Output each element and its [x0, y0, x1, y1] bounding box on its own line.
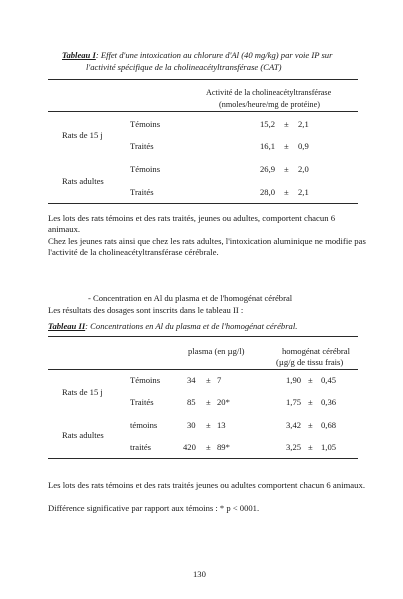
- plus-minus-sign: ±: [308, 397, 313, 407]
- table2-homog-value: 1,75: [286, 397, 302, 407]
- table1-value: 26,9: [260, 164, 276, 174]
- table2-col2-header-line2: (µg/g de tissu frais): [276, 357, 344, 367]
- table2-header-rule: [48, 369, 358, 370]
- plus-minus-sign: ±: [308, 442, 313, 452]
- table2-plasma-sd: 7: [217, 375, 222, 385]
- table1-header-line2: (nmoles/heure/mg de protéine): [219, 100, 320, 109]
- table2-homog-sd: 1,05: [321, 442, 337, 452]
- paragraph: Les lots des rats témoins et des rats traités jeunes ou adultes comportent chacun 6 animaux.: [48, 480, 366, 490]
- significance-note: Différence significative par rapport aux témoins : * p < 0001.: [48, 503, 260, 513]
- plus-minus-sign: ±: [284, 141, 289, 151]
- table1-bottom-rule: [48, 203, 358, 204]
- plus-minus-sign: ±: [206, 442, 211, 452]
- table2-plasma-value: 85: [187, 397, 196, 407]
- table2-group-label: Rats de 15 j: [62, 387, 103, 397]
- table2-caption-label: Tableau II: [48, 321, 86, 331]
- table1-sd: 2,1: [298, 119, 309, 129]
- table2-homog-value: 3,25: [286, 442, 302, 452]
- table1-caption-line2: l'activité spécifique de la cholineacétyltransférase (CAT): [86, 62, 282, 72]
- table1-caption-line1: Tableau I: Effet d'une intoxication au chlorure d'Al (40 mg/kg) par voie IP sur: [62, 50, 333, 60]
- table2-homog-value: 3,42: [286, 420, 302, 430]
- table1-caption-label: Tableau I: [62, 50, 96, 60]
- table2-homog-value: 1,90: [286, 375, 302, 385]
- page-number: 130: [193, 569, 206, 579]
- table2-plasma-value: 34: [187, 375, 196, 385]
- table2-homog-sd: 0,45: [321, 375, 337, 385]
- plus-minus-sign: ±: [284, 187, 289, 197]
- table2-row-label: Traités: [130, 397, 154, 407]
- table1-row-label: Témoins: [130, 119, 161, 129]
- table2-plasma-sd: 13: [217, 420, 226, 430]
- paragraph: Les lots des rats témoins et des rats traités, jeunes ou adultes, comportent chacun 6 animaux.: [48, 213, 336, 235]
- table2-plasma-sd: 89*: [217, 442, 230, 452]
- table2-homog-sd: 0,36: [321, 397, 337, 407]
- table2-caption: Tableau II: Concentrations en Al du plasma et de l'homogénat cérébral.: [48, 321, 298, 331]
- table1-sd: 2,1: [298, 187, 309, 197]
- table1-group-label: Rats de 15 j: [62, 130, 103, 140]
- table1-row-label: Traités: [130, 187, 154, 197]
- table1-row-label: Témoins: [130, 164, 161, 174]
- table2-group-label: Rats adultes: [62, 430, 104, 440]
- table1-header-rule: [48, 111, 358, 112]
- table2-bottom-rule: [48, 458, 358, 459]
- table2-top-rule: [48, 336, 358, 337]
- table1-value: 15,2: [260, 119, 276, 129]
- table2-plasma-value: 30: [187, 420, 196, 430]
- table1-row-label: Traités: [130, 141, 154, 151]
- section-heading: - Concentration en Al du plasma et de l'homogénat cérébral: [88, 293, 293, 303]
- plus-minus-sign: ±: [206, 397, 211, 407]
- table2-col1-header: plasma (en µg/l): [188, 346, 245, 356]
- plus-minus-sign: ±: [206, 375, 211, 385]
- paragraph: Chez les jeunes rats ainsi que chez les rats adultes, l'intoxication aluminique ne modifie pas l'activité de la cholineacétyltransférase cérébrale.: [48, 236, 366, 258]
- plus-minus-sign: ±: [284, 119, 289, 129]
- table1-group-label: Rats adultes: [62, 176, 104, 186]
- table1-sd: 0,9: [298, 141, 309, 151]
- table2-plasma-sd: 20*: [217, 397, 230, 407]
- section-intro: Les résultats des dosages sont inscrits dans le tableau II :: [48, 305, 244, 315]
- table1-header-line1: Activité de la cholineacétyltransférase: [206, 88, 332, 97]
- table2-row-label: témoins: [130, 420, 158, 430]
- table2-homog-sd: 0,68: [321, 420, 337, 430]
- plus-minus-sign: ±: [308, 375, 313, 385]
- table1-sd: 2,0: [298, 164, 309, 174]
- table1-top-rule: [48, 79, 358, 80]
- table1-value: 28,0: [260, 187, 276, 197]
- table1-value: 16,1: [260, 141, 276, 151]
- table2-plasma-value: 420: [183, 442, 196, 452]
- plus-minus-sign: ±: [284, 164, 289, 174]
- plus-minus-sign: ±: [308, 420, 313, 430]
- table2-row-label: traités: [130, 442, 151, 452]
- table2-col2-header-line1: homogénat cérébral: [282, 346, 350, 356]
- table2-row-label: Témoins: [130, 375, 161, 385]
- plus-minus-sign: ±: [206, 420, 211, 430]
